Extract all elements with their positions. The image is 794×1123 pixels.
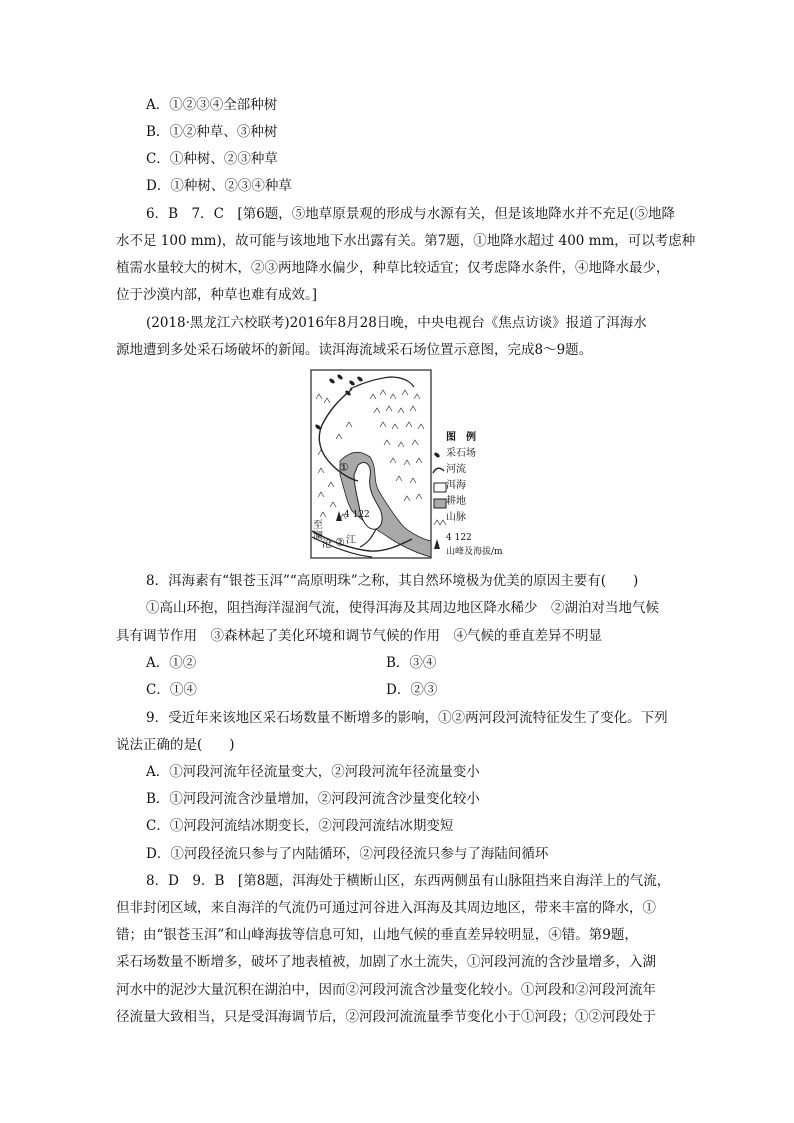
answer-67-line2: 水不足 100 mm)，故可能与该地地下水出露有关。第7题，①地降水超过 400 mm，可以考虑种 (116, 233, 696, 249)
answer-89-line3: 错；由“银苍玉洱”和山峰海拔等信息可知，山地气候的垂直差异较明显，④错。第9题， (116, 927, 638, 943)
legend-river: 河流 (446, 464, 466, 475)
q8-option-d: D．②③ (386, 682, 438, 698)
answer-89-line1: 8．D 9．B [第8题，洱海处于横断山区，东西两侧虽有山脉阻挡来自海洋上的气流， (146, 873, 671, 889)
label-segment-1: ① (339, 461, 349, 474)
peak-value-label: 4 122 (344, 510, 370, 520)
label-segment-2: ② (335, 536, 345, 549)
legend-quarry-symbol (433, 452, 440, 459)
legend-farmland: 耕地 (446, 496, 466, 507)
q9-option-d: D．①河段径流只参与了内陆循环，②河段径流只参与了海陆间循环 (146, 846, 549, 862)
label-river-char2: 沧 (322, 539, 332, 550)
answer-67-line1: 6．B 7．C [第6题，⑤地草原景观的形成与水源有关，但是该地降水并不充足(⑤地降 (146, 206, 676, 222)
answer-89-line4: 采石场数量不断增多，破坏了地表植被，加剧了水土流失，①河段河流的含沙量增多，入湖 (116, 954, 656, 970)
map-legend (446, 430, 566, 526)
q9-stem-2: 说法正确的是( ) (116, 737, 235, 753)
answer-89-line6: 径流量大致相当，只是受洱海调节后，②河段河流流量季节变化小于①河段；①②河段处于 (116, 1009, 656, 1025)
label-river-char3: 江 (346, 535, 356, 546)
q9-stem-1: 9．受近年来该地区采石场数量不断增多的影响，①②两河段河流特征发生了变化。下列 (146, 710, 668, 726)
label-river-char1: 澜 (313, 531, 323, 542)
intro-line1: (2018·黑龙江六校联考)2016年8月28日晚，中央电视台《焦点访谈》报道了洱海水 (146, 315, 647, 331)
q8-option-b: B．③④ (386, 655, 437, 671)
q8-stem: 8．洱海素有“银苍玉洱”“高原明珠”之称，其自然环境极为优美的原因主要有( ) (146, 573, 639, 589)
option-d-prev: D．①种树、②③④种草 (146, 178, 292, 194)
legend-peak-symbol (434, 539, 440, 549)
legend-quarry: 采石场 (446, 448, 476, 459)
answer-89-line2: 但非封闭区域，来自海洋的气流仍可通过河谷进入洱海及其周边地区，带来丰富的降水，① (116, 900, 656, 916)
legend-mountain: 山脉 (446, 512, 466, 523)
intro-line2: 源地遭到多处采石场破坏的新闻。读洱海流域采石场位置示意图，完成8～9题。 (116, 342, 593, 358)
legend-title: 图 例 (446, 432, 476, 443)
option-c-prev: C．①种树、②③种草 (146, 151, 278, 167)
option-a-prev: A．①②③④全部种树 (146, 97, 278, 113)
q8-option-a: A．①② (146, 655, 197, 671)
q8-statements-1: ①高山环抱，阻挡海洋湿润气流，使得洱海及其周边地区降水稀少 ②湖泊对当地气候 (146, 600, 659, 616)
legend-peak-value: 4 122 (446, 533, 472, 543)
option-b-prev: B．①②种草、③种树 (146, 124, 278, 140)
legend-peak-label: 山峰及海拔/m (446, 547, 503, 557)
legend-lake-symbol (434, 483, 446, 492)
legend-river-symbol (433, 468, 444, 473)
answer-67-line3: 植需水量较大的树木，②③两地降水偏少，种草比较适宜；仅考虑降水条件，④地降水最少， (116, 260, 670, 276)
q9-option-b: B．①河段河流含沙量增加，②河段河流含沙量变化较小 (146, 791, 480, 807)
q8-statements-2: 具有调节作用 ③森林起了美化环境和调节气候的作用 ④气候的垂直差异不明显 (116, 628, 602, 644)
legend-mountain-symbol (434, 520, 446, 525)
q9-option-a: A．①河段河流年径流量变大，②河段河流年径流量变小 (146, 764, 480, 780)
q9-option-c: C．①河段河流结冰期变长，②河段河流结冰期变短 (146, 818, 454, 834)
answer-67-line4: 位于沙漠内部，种草也难有成效。] (116, 287, 318, 303)
legend-farmland-symbol (434, 499, 446, 508)
q8-option-c: C．①④ (146, 682, 197, 698)
answer-89-line5: 河水中的泥沙大量沉积在湖泊中，因而②河段河流含沙量变化较小。①河段和②河段河流年 (116, 982, 656, 998)
legend-lake: 洱海 (446, 480, 466, 491)
label-to: 至 (313, 520, 323, 531)
